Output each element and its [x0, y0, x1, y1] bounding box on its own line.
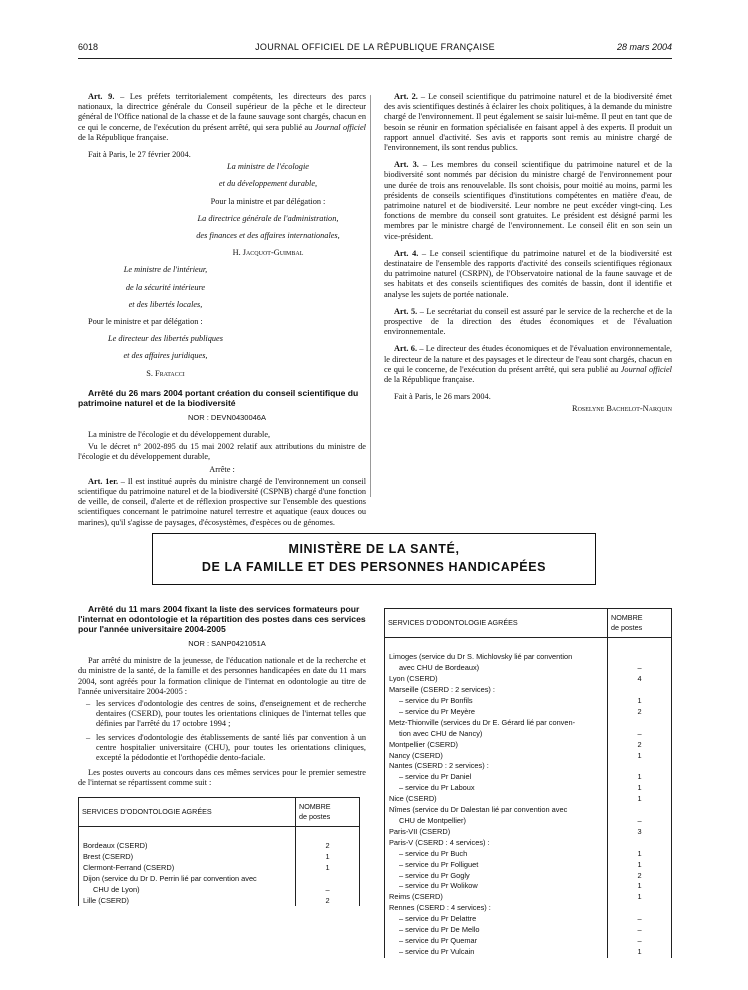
signatory-name: S. Fratacci [146, 368, 185, 378]
signature-block-2: Le ministre de l'intérieur, de la sécurité intérieure et des libertés locales, Pour le ministre et par délégation : Le directeur des libertés publiques et des affaires juridiques, S. Fratacci [78, 265, 253, 378]
article-6: Art. 6. – Le directeur des études économiques et de l'évaluation environnementale, le directeur de la nature et des paysages et le directeur de l'eau sont chargés, chacun en ce qui le concerne, de l'exécution du présent arrêté, qui sera publié au Journal officiel de la République française. [384, 344, 673, 385]
arrete-intro: Par arrêté du ministre de la jeunesse, de l'éducation nationale et de la recherche et du ministre de la santé, de la famille et des personnes handicapées en date du 11 mars 2004, sont agréés pour la formation clinique de l'internat en odontologie au titre de l'année universitaire 2004-2005 : [78, 656, 366, 696]
postes-cell [608, 903, 672, 914]
column-header-service: SERVICES D'ODONTOLOGIE AGRÉES [385, 609, 608, 638]
postes-cell: 1 [296, 852, 360, 863]
service-cell: – service du Pr Buch [385, 849, 608, 860]
ministry-heading-box [152, 533, 596, 585]
service-cell: – service du Pr Daniel [385, 772, 608, 783]
postes-cell: 4 [608, 674, 672, 685]
article-9: Art. 9. – Les préfets territorialement compétents, les directeurs des parcs nationaux, la directrice générale du Conseil supérieur de la pêche et le directeur général de l'Office national de la chasse et de la faune sauvage sont chargés, chacun en ce qui le concerne, de l'exécution du présent arrêté, qui sera publié au Journal officiel de la République française. [78, 92, 367, 142]
spacer-cell [608, 638, 672, 653]
table-row [385, 925, 672, 936]
minister-intro: La ministre de l'écologie et du développement durable, [88, 430, 271, 440]
table-row [385, 794, 672, 805]
postes-cell: 1 [608, 849, 672, 860]
nor-reference: NOR : DEVN0430046A [188, 412, 266, 422]
table-row [385, 761, 672, 772]
postes-cell [608, 838, 672, 849]
table-row [385, 838, 672, 849]
table-row [385, 751, 672, 762]
service-cell: tion avec CHU de Nancy) [385, 729, 608, 740]
arrete-title: Arrêté du 26 mars 2004 portant création du conseil scientifique du patrimoine naturel et de la biodiversité [78, 387, 359, 408]
service-cell: Limoges (service du Dr S. Michlovsky lié par convention [385, 652, 608, 663]
postes-cell: 2 [608, 740, 672, 751]
postes-cell: 2 [608, 707, 672, 718]
table-body [385, 638, 672, 958]
arrete-word: Arrête : [209, 464, 235, 474]
table-row [385, 936, 672, 947]
service-cell: Paris-V (CSERD : 4 services) : [385, 838, 608, 849]
table-row [385, 729, 672, 740]
page-number: 6018 [78, 42, 99, 52]
table-row [385, 914, 672, 925]
column-header-postes: NOMBRE de postes [608, 609, 672, 638]
signatory-name: Roselyne Bachelot-Narquin [572, 404, 672, 414]
postes-cell: 1 [608, 751, 672, 762]
service-cell: – service du Pr Gogly [385, 871, 608, 882]
service-cell: Reims (CSERD) [385, 892, 608, 903]
ministry-line-2: DE LA FAMILLE ET DES PERSONNES HANDICAPÉES [201, 560, 547, 574]
arrete-title: Arrêté du 11 mars 2004 fixant la liste des services formateurs pour l'internat en odontologie et la répartition des postes dans ces services pour l'année universitaire 2004-2005 [78, 604, 366, 634]
issue-date: 28 mars 2004 [616, 42, 672, 52]
postes-text: Les postes ouverts au concours dans ces mêmes services pour le premier semestre de l'internat se répartissent comme suit : [78, 768, 366, 788]
table-row [385, 849, 672, 860]
postes-cell: 2 [608, 871, 672, 882]
table-row [385, 871, 672, 882]
left-column-bottom [78, 604, 366, 906]
service-cell: – service du Pr Meyère [385, 707, 608, 718]
header-rule [78, 58, 672, 59]
table-row [385, 816, 672, 827]
postes-cell: 1 [608, 881, 672, 892]
postes-cell: 3 [608, 827, 672, 838]
table-row [79, 852, 360, 863]
postes-cell: – [608, 729, 672, 740]
table-row [385, 740, 672, 751]
service-cell: – service du Pr Quemar [385, 936, 608, 947]
table-row [385, 947, 672, 958]
postes-cell [608, 652, 672, 663]
signature-block-1: La ministre de l'écologie et du développement durable, Pour la ministre et par délégation : La directrice générale de l'administration, des finances et des affaires internationales, H. Jacquot-Guimbal [170, 162, 366, 258]
ministry-line-1: MINISTÈRE DE LA SANTÉ, [288, 542, 460, 556]
service-cell: Brest (CSERD) [79, 852, 296, 863]
service-cell: CHU de Montpellier) [385, 816, 608, 827]
services-table-right [384, 608, 672, 958]
postes-cell: – [608, 816, 672, 827]
column-divider [370, 95, 371, 497]
signatory-name: H. Jacquot-Guimbal [232, 248, 304, 258]
service-cell: Metz-Thionville (services du Dr E. Gérard lié par conven- [385, 718, 608, 729]
table-row [79, 885, 360, 896]
table-spacer [385, 638, 672, 653]
right-column-bottom [384, 608, 672, 958]
service-cell: avec CHU de Bordeaux) [385, 663, 608, 674]
column-header-service: SERVICES D'ODONTOLOGIE AGRÉES [79, 797, 296, 826]
table-row [385, 783, 672, 794]
table-row [385, 860, 672, 871]
postes-cell: 1 [296, 863, 360, 874]
table-row [385, 827, 672, 838]
table-row [385, 674, 672, 685]
postes-cell: 1 [608, 696, 672, 707]
postes-cell: 1 [608, 772, 672, 783]
postes-cell: – [296, 885, 360, 896]
article-4: Art. 4. – Le conseil scientifique du patrimoine naturel et de la biodiversité est destinataire de l'ensemble des rapports d'activité des conseils scientifiques régionaux du patrimoine naturel (CSRPN), de l'Observatoire national de la faune sauvage et de ses habitats et des conseils scientifiques des comités de bassin, dont il identifie et analyse les sujets de portée nationale. [384, 248, 672, 299]
service-cell: Nice (CSERD) [385, 794, 608, 805]
postes-cell: 1 [608, 892, 672, 903]
article-3: Art. 3. – Les membres du conseil scientifique du patrimoine naturel et de la biodiversité sont nommés par décision du ministre chargé de l'environnement pour une durée de trois ans renouvelable. Ils sont choisis, pour moitié au moins, parmi les présidents de conseils scientifiques d'institutions compétentes en matière d'eau, de patrimoine naturel et de biodiversité. Leur nombre ne peut excéder vingt-cinq. Les fonctions de membre du conseil sont gratuites. Le président est désigné parmi les membres par le ministre chargé de l'environnement. Le conseil élit en son sein un vice-président. [384, 160, 673, 241]
table-row [79, 896, 360, 907]
service-cell: CHU de Lyon) [79, 885, 296, 896]
table-row [385, 696, 672, 707]
table-spacer [79, 827, 360, 842]
table-row [385, 881, 672, 892]
service-cell: Clermont-Ferrand (CSERD) [79, 863, 296, 874]
list-item: – les services d'odontologie des établissements de santé liés par convention à un centre hospitalier universitaire (CHU), pour toutes les orientations cliniques, excepté la pédodontie et l'orthopédie dento-faciale. [96, 733, 366, 764]
nor-reference: NOR : SANP0421051A [188, 639, 266, 648]
postes-cell [296, 874, 360, 885]
table-row [385, 805, 672, 816]
postes-cell: 1 [608, 794, 672, 805]
postes-cell [608, 685, 672, 696]
spacer-cell [385, 638, 608, 653]
postes-cell: – [608, 925, 672, 936]
service-cell: – service du Pr Folliguet [385, 860, 608, 871]
spacer-cell [79, 827, 296, 842]
postes-cell: – [608, 914, 672, 925]
article-2: Art. 2. – Le conseil scientifique du patrimoine naturel et de la biodiversité émet des avis scientifiques destinés à éclairer les choix politiques, à la demande du ministre chargé de l'environnement. Il peut également se saisir lui-même. Il peut en tant que de besoin se réunir en formation spécialisée en faisant appel à des experts. Il produit un rapport annuel d'activité. Ses avis et rapports sont remis au ministre chargé de l'environnement, ils sont rendus publics. [384, 92, 672, 153]
list-item: – les services d'odontologie des centres de soins, d'enseignement et de recherche dentaires (CSERD), pour toutes les orientations cliniques de l'internat telles que définies par l'arrêté du 17 octobre 1994 ; [96, 699, 366, 730]
service-cell: – service du Pr Vulcain [385, 947, 608, 958]
postes-cell: – [608, 936, 672, 947]
table-row [385, 663, 672, 674]
article-5: Art. 5. – Le secrétariat du conseil est assuré par le service de la recherche et de la prospective de la direction des études économiques et de l'évaluation environnementale. [384, 306, 673, 337]
postes-cell: 1 [608, 947, 672, 958]
postes-cell [608, 805, 672, 816]
table-row [385, 707, 672, 718]
table-row [79, 874, 360, 885]
service-cell: – service du Pr Delattre [385, 914, 608, 925]
table-row [385, 685, 672, 696]
table-row [385, 718, 672, 729]
service-cell: Nancy (CSERD) [385, 751, 608, 762]
table-row [79, 841, 360, 852]
postes-cell: 2 [296, 841, 360, 852]
service-cell: Rennes (CSERD : 4 services) : [385, 903, 608, 914]
service-cell: Nantes (CSERD : 2 services) : [385, 761, 608, 772]
service-cell: Lille (CSERD) [79, 896, 296, 907]
spacer-cell [296, 827, 360, 842]
column-header-postes: NOMBRE de postes [296, 797, 360, 826]
postes-cell: – [608, 663, 672, 674]
service-cell: Marseille (CSERD : 2 services) : [385, 685, 608, 696]
postes-cell [608, 718, 672, 729]
article-1: Art. 1er. – Il est institué auprès du ministre chargé de l'environnement un conseil scientifique du patrimoine naturel et de la biodiversité (CSPNB) chargé d'une fonction de veille, de conseil, d'alerte et de réflexion prospective sur l'ensemble des questions scientifiques concernant le patrimoine naturel terrestre et aquatique (eaux douces ou marines), qu'il s'agisse de paysages, d'écosystèmes, d'espèces ou de génomes. [78, 476, 366, 527]
table-row [385, 903, 672, 914]
service-cell: Bordeaux (CSERD) [79, 841, 296, 852]
left-column [78, 92, 366, 535]
service-cell: – service du Pr De Mello [385, 925, 608, 936]
service-cell: – service du Pr Bonfils [385, 696, 608, 707]
service-cell: – service du Pr Laboux [385, 783, 608, 794]
postes-cell: 1 [608, 860, 672, 871]
postes-cell: 1 [608, 783, 672, 794]
fait-a-paris-1: Fait à Paris, le 27 février 2004. [88, 150, 191, 160]
service-cell: Lyon (CSERD) [385, 674, 608, 685]
page-header [78, 42, 672, 56]
postes-cell: 2 [296, 896, 360, 907]
service-cell: – service du Pr Wolikow [385, 881, 608, 892]
service-cell: Paris-VII (CSERD) [385, 827, 608, 838]
table-row [79, 863, 360, 874]
table-row [385, 892, 672, 903]
service-cell: Dijon (service du Dr D. Perrin lié par convention avec [79, 874, 296, 885]
services-table-left [78, 797, 360, 907]
postes-cell [608, 761, 672, 772]
service-cell: Nîmes (service du Dr Dalestan lié par convention avec [385, 805, 608, 816]
table-row [385, 772, 672, 783]
service-cell: Montpellier (CSERD) [385, 740, 608, 751]
journal-title: JOURNAL OFFICIEL DE LA RÉPUBLIQUE FRANÇAISE [255, 42, 495, 52]
table-body [79, 827, 360, 907]
table-row [385, 652, 672, 663]
right-column [384, 92, 672, 422]
fait-a-paris-2: Fait à Paris, le 26 mars 2004. [394, 392, 491, 402]
vu-clause: Vu le décret n° 2002-895 du 15 mai 2002 relatif aux attributions du ministre de l'écologie et du développement durable, [78, 442, 366, 462]
approval-list [78, 699, 366, 763]
